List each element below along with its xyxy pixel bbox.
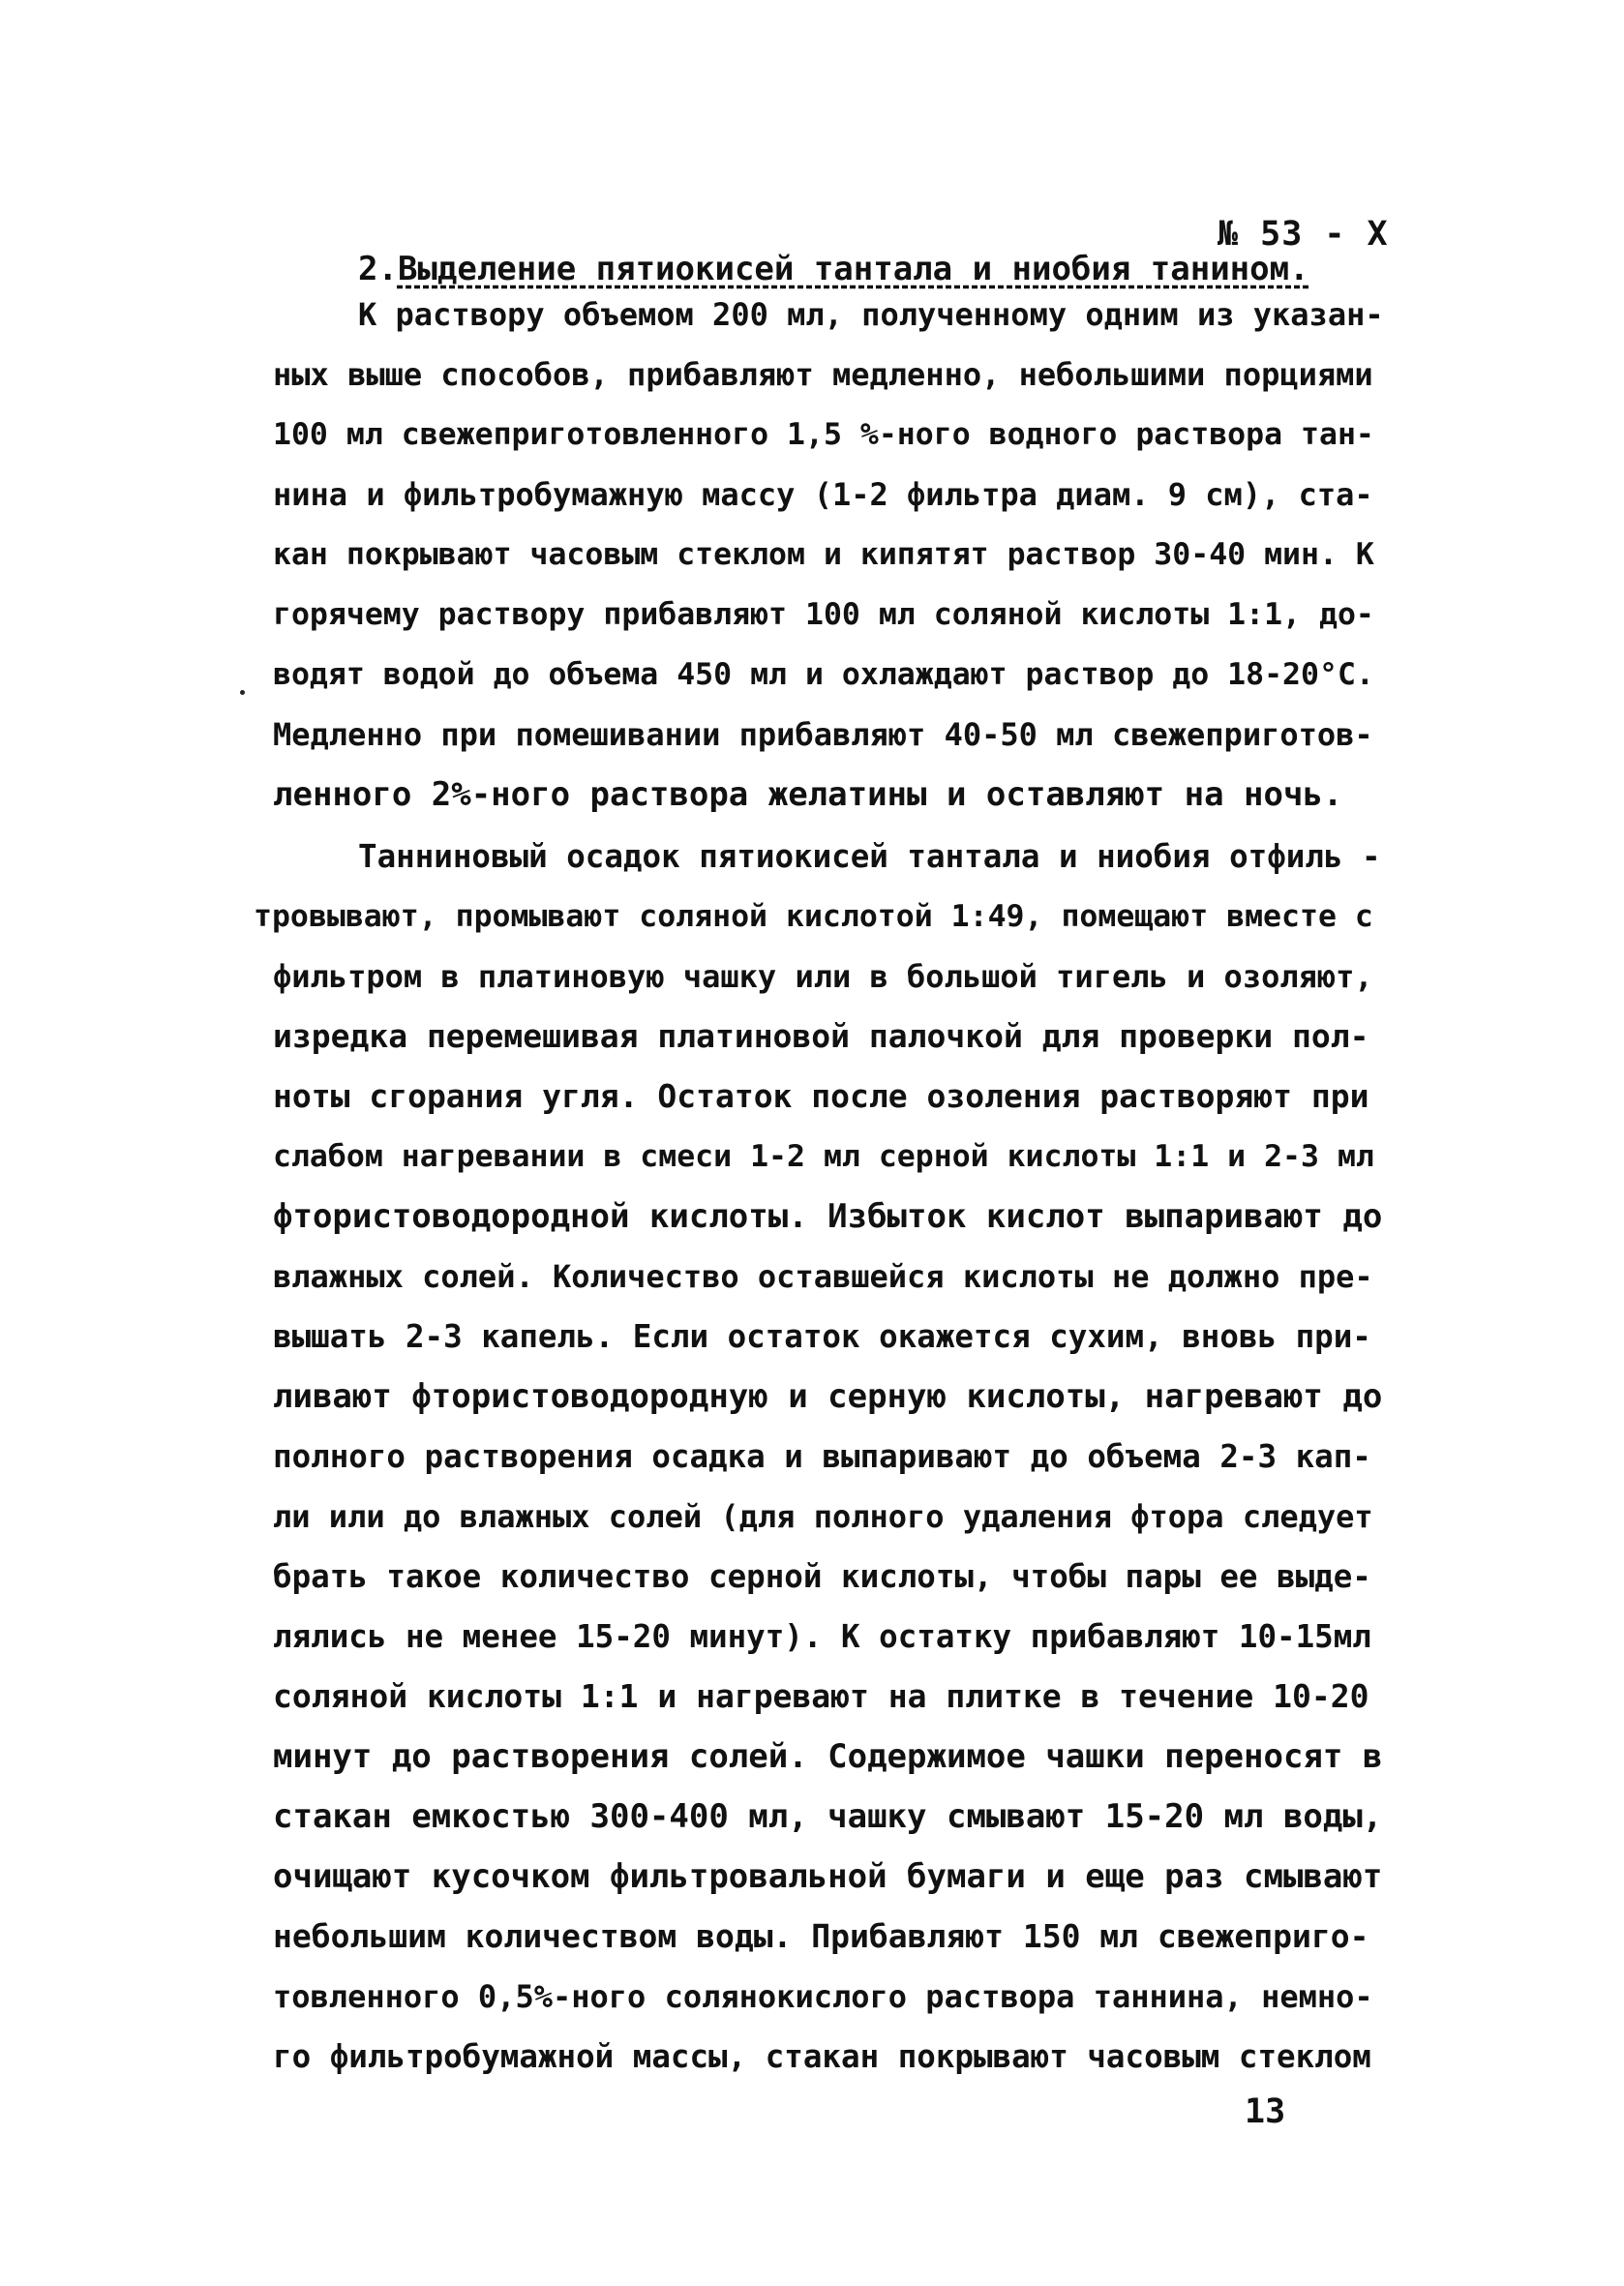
text-line: фтористоводородной кислоты. Избыток кислот выпаривают до [273, 1197, 1383, 1236]
section-title: Выделение пятиокисей тантала и ниобия танином. [397, 250, 1309, 288]
text-line: нина и фильтробумажную массу (1-2 фильтра диам. 9 см), ста- [273, 476, 1373, 513]
text-line: ливают фтористоводородную и серную кислоты, нагревают до [273, 1377, 1383, 1416]
text-line: ли или до влажных солей (для полного удаления фтора следует [273, 1498, 1373, 1535]
margin-mark [240, 690, 245, 695]
section-heading [358, 250, 1309, 288]
text-line: лялись не менее 15-20 минут). К остатку прибавляют 10-15мл [273, 1618, 1371, 1655]
text-line: фильтром в платиновую чашку или в большой тигель и озоляют, [273, 958, 1373, 995]
text-line: кан покрывают часовым стеклом и кипятят раствор 30-40 мин. К [273, 537, 1374, 572]
section-number: 2. [358, 250, 398, 288]
text-line: Танниновый осадок пятиокисей тантала и ниобия отфиль - [358, 838, 1381, 875]
text-line: минут до растворения солей. Содержимое чашки переносят в [273, 1737, 1383, 1776]
text-line: небольшим количеством воды. Прибавляют 150 мл свежеприго- [273, 1917, 1369, 1955]
text-line: стакан емкостью 300-400 мл, чашку смывают 15-20 мл воды, [273, 1797, 1383, 1836]
text-line: Медленно при помешивании прибавляют 40-50 мл свежеприготов- [273, 716, 1373, 753]
text-line: го фильтробумажной массы, стакан покрывают часовым стеклом [273, 2038, 1371, 2075]
text-line: соляной кислоты 1:1 и нагревают на плитке в течение 10-20 [273, 1677, 1369, 1715]
text-line: влажных солей. Количество оставшейся кислоты не должно пре- [273, 1258, 1373, 1295]
text-line: брать такое количество серной кислоты, чтобы пары ее выде- [273, 1558, 1371, 1595]
text-line: вышать 2-3 капель. Если остаток окажется сухим, вновь при- [273, 1318, 1371, 1355]
page-number: 13 [1245, 2092, 1286, 2131]
text-line: горячему раствору прибавляют 100 мл соляной кислоты 1:1, до- [273, 597, 1374, 632]
text-line: К раствору объемом 200 мл, полученному одним из указан- [358, 296, 1384, 333]
text-line: товленного 0,5%-ного солянокислого раствора таннина, немно- [273, 1978, 1373, 2015]
text-line: 100 мл свежеприготовленного 1,5 %-ного водного раствора тан- [273, 417, 1374, 452]
text-line: изредка перемешивая платиновой палочкой для проверки пол- [273, 1017, 1369, 1055]
text-line: тровывают, промывают соляной кислотой 1:49, помещают вместе с [254, 899, 1373, 934]
text-line: полного растворения осадка и выпаривают до объема 2-3 кап- [273, 1438, 1371, 1475]
text-line: ноты сгорания угля. Остаток после озоления растворяют при [273, 1077, 1369, 1115]
text-line: слабом нагревании в смеси 1-2 мл серной кислоты 1:1 и 2-3 мл [273, 1139, 1374, 1174]
text-line: ленного 2%-ного раствора желатины и оставляют на ночь. [273, 775, 1343, 814]
text-line: очищают кусочком фильтровальной бумаги и еще раз смывают [273, 1857, 1383, 1896]
text-line: ных выше способов, прибавляют медленно, небольшими порциями [273, 356, 1373, 393]
text-line: водят водой до объема 450 мл и охлаждают раствор до 18-20°С. [273, 657, 1374, 692]
document-number: № 53 - X [1218, 215, 1389, 254]
